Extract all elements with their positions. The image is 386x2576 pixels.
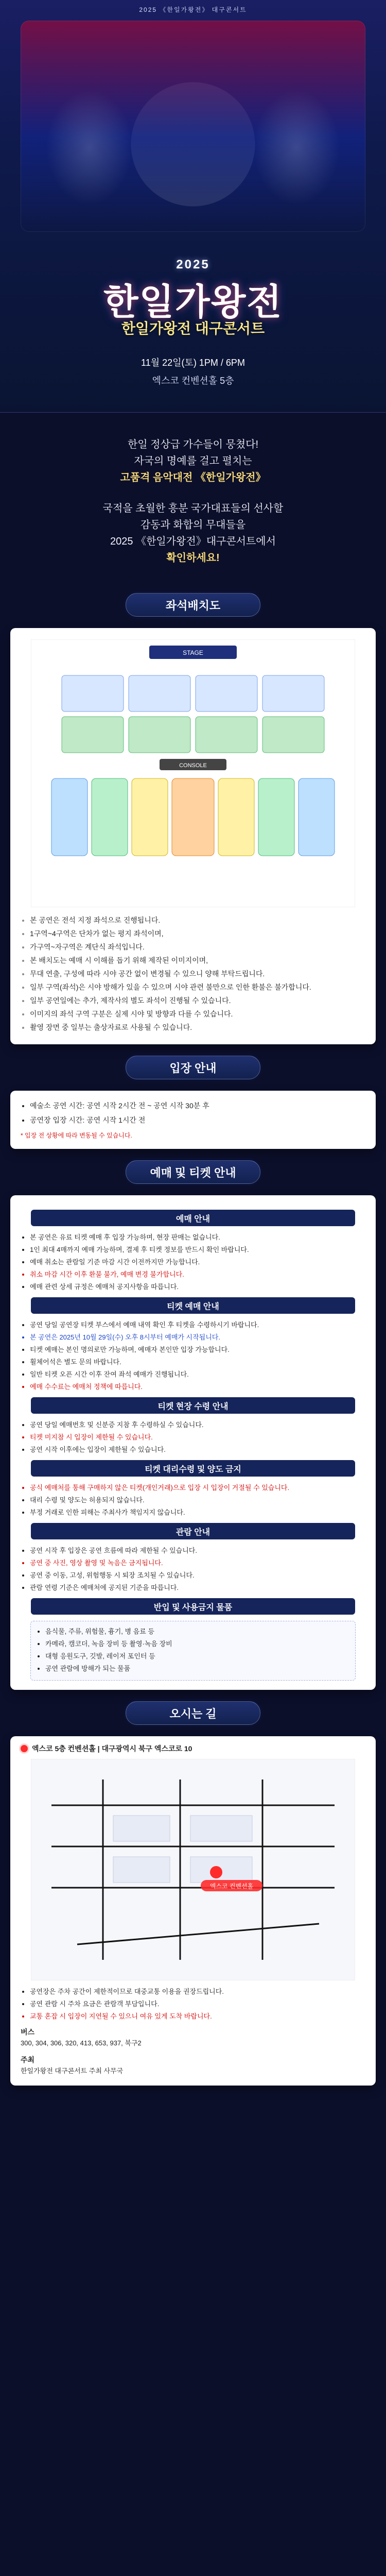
- stand-b[interactable]: [92, 778, 128, 856]
- reservation-item: • 본 공연은 유료 티켓 예매 후 입장 가능하며, 현장 판매는 없습니다.: [30, 1232, 365, 1243]
- viewing-item: • 공연 중 사진, 영상 촬영 및 녹음은 금지됩니다.: [30, 1558, 365, 1568]
- seat-note: • 가구역~자구역은 계단식 좌석입니다.: [30, 941, 365, 953]
- reservation-list: [21, 1232, 365, 1292]
- console-label: CONSOLE: [179, 762, 207, 769]
- section-title-entry: 입장 안내: [126, 1056, 260, 1079]
- entry-item: • 공연장 입장 시간: 공연 시작 1시간 전: [30, 1114, 365, 1126]
- intro-line-2: 자국의 명예를 걸고 펼치는: [134, 455, 252, 467]
- floor-block-6[interactable]: [129, 717, 190, 753]
- stage-label: STAGE: [183, 649, 203, 656]
- footer-space: [0, 2086, 386, 2106]
- bus-text: 300, 304, 306, 320, 413, 653, 937, 북구2: [21, 2039, 142, 2047]
- map-location-label: 엑스코 5층 컨벤션홀 | 대구광역시 북구 엑스코로 10: [32, 1744, 192, 1753]
- booking-item: • 일반 티켓 오픈 시간 이후 잔여 좌석 예매가 진행됩니다.: [30, 1369, 365, 1380]
- reservation-item: • 예매 관련 상세 규정은 예매처 공지사항을 따릅니다.: [30, 1282, 365, 1292]
- host-text: 한일가왕전 대구콘서트 주최 사무국: [21, 2067, 124, 2075]
- map-location: [21, 1743, 365, 1754]
- viewing-item: • 공연 시작 후 입장은 공연 흐름에 따라 제한될 수 있습니다.: [30, 1546, 365, 1556]
- location-pin-icon: [21, 1745, 28, 1752]
- map-block: [190, 1816, 252, 1841]
- bus-title: 버스: [21, 2028, 35, 2036]
- transfer-list: [21, 1483, 365, 1518]
- stands: [51, 778, 335, 856]
- hero-banner: [0, 0, 386, 413]
- seat-note: • 이미지의 좌석 구역 구분은 실제 시야 및 방향과 다를 수 있습니다.: [30, 1008, 365, 1020]
- stand-e[interactable]: [218, 778, 254, 856]
- prohibited-item: • 음식물, 주류, 위험물, 흉기, 병 음료 등: [45, 1626, 350, 1637]
- reservation-item: • 취소 마감 시간 이후 환불 불가, 예매 변경 불가합니다.: [30, 1269, 365, 1280]
- seat-note: • 무대 연출, 구성에 따라 시야 공간 없이 변경될 수 있으니 양해 부탁드립니다.: [30, 968, 365, 979]
- pickup-item: • 공연 시작 이후에는 입장이 제한될 수 있습니다.: [30, 1445, 365, 1455]
- entry-item: • 예술소 공연 시간: 공연 시작 2시간 전 ~ 공연 시작 30분 후: [30, 1100, 365, 1111]
- map-note: • 공연장은 주차 공간이 제한적이므로 대중교통 이용을 권장드립니다.: [30, 1987, 365, 1997]
- intro-line-7: 확인하세요!: [166, 552, 220, 564]
- hero-venue: 엑스코 컨벤션홀 5층: [152, 376, 234, 386]
- seat-note: • 본 공연은 전석 지정 좌석으로 진행됩니다.: [30, 914, 365, 926]
- section-title-seatmap: 좌석배치도: [126, 593, 260, 617]
- floor-blocks: [62, 675, 324, 753]
- transfer-item: • 공식 예매처를 통해 구매하지 않은 티켓(개인거래)으로 입장 시 입장이 거절될 수 있습니다.: [30, 1483, 365, 1493]
- stand-f[interactable]: [258, 778, 294, 856]
- map-note: • 공연 관람 시 주차 요금은 관람객 부담입니다.: [30, 1999, 365, 2009]
- seatmap-card: [10, 628, 376, 1044]
- map-notes: [21, 1987, 365, 2022]
- map-note: • 교통 혼잡 시 입장이 지연될 수 있으니 여유 있게 도착 바랍니다.: [30, 2011, 365, 2022]
- map-block: [113, 1816, 170, 1841]
- prohibited-list: [36, 1626, 350, 1674]
- floor-block-1[interactable]: [62, 675, 124, 711]
- pickup-list: [21, 1420, 365, 1455]
- booking-item: • 예매 수수료는 예매처 정책에 따릅니다.: [30, 1382, 365, 1392]
- entry-list: [21, 1100, 365, 1126]
- seatmap-graphic: [31, 639, 355, 907]
- prohibited-box: [30, 1621, 356, 1681]
- seat-note: • 촬영 장면 중 일부는 출상자료로 사용될 수 있습니다.: [30, 1022, 365, 1033]
- prohibited-item: • 카메라, 캠코더, 녹음 장비 등 촬영·녹음 장비: [45, 1639, 350, 1649]
- viewing-item: • 공연 중 이동, 고성, 위험행동 시 퇴장 조치될 수 있습니다.: [30, 1570, 365, 1581]
- venue-label-text: 엑스코 컨벤션홀: [209, 1883, 254, 1890]
- subhead-prohibited: 반입 및 사용금지 물품: [31, 1598, 355, 1615]
- seat-note: • 일부 공연일에는 추가, 제작사의 별도 좌석이 진행될 수 있습니다.: [30, 995, 365, 1006]
- seat-note: • 일부 구역(좌석)은 시야 방해가 있을 수 있으며 시야 관련 불만으로 인한 환불은 불가합니다.: [30, 981, 365, 993]
- hero-logo-title: 한일가왕전: [103, 282, 283, 322]
- floor-block-2[interactable]: [129, 675, 190, 711]
- subhead-viewing: 관람 안내: [31, 1523, 355, 1539]
- entry-small-note: * 입장 전 상황에 따라 변동될 수 있습니다.: [21, 1132, 132, 1139]
- transfer-item: • 부정 거래로 인한 피해는 주최사가 책임지지 않습니다.: [30, 1507, 365, 1518]
- pickup-item: • 공연 당일 예매번호 및 신분증 지참 후 수령하실 수 있습니다.: [30, 1420, 365, 1430]
- viewing-item: • 관람 연령 기준은 예매처에 공지된 기준을 따릅니다.: [30, 1583, 365, 1593]
- seat-note: • 본 배치도는 예매 시 이해를 돕기 위해 제작된 이미지이며,: [30, 955, 365, 966]
- hero-photo: [21, 21, 365, 232]
- floor-block-4[interactable]: [262, 675, 324, 711]
- stand-d[interactable]: [172, 778, 214, 856]
- intro-line-6: 2025 《한일가왕전》대구콘서트에서: [110, 536, 276, 547]
- ticket-card: [10, 1195, 376, 1690]
- stand-g[interactable]: [299, 778, 335, 856]
- floor-block-3[interactable]: [196, 675, 257, 711]
- map-block: [113, 1857, 170, 1883]
- intro-copy: [0, 413, 386, 582]
- subhead-reservation: 예매 안내: [31, 1210, 355, 1226]
- hero-logo: [0, 258, 386, 325]
- floor-block-7[interactable]: [196, 717, 257, 753]
- booking-item: • 티켓 예매는 본인 명의로만 가능하며, 예매자 본인만 입장 가능합니다.: [30, 1345, 365, 1355]
- booking-item: • 본 공연은 2025년 10월 29일(수) 오후 8시부터 예매가 시작됩니다.: [30, 1332, 365, 1343]
- section-title-ticket: 예매 및 티켓 안내: [126, 1160, 260, 1184]
- seatmap-notes: [21, 914, 365, 1033]
- subhead-pickup: 티켓 현장 수령 안내: [31, 1397, 355, 1414]
- transfer-item: • 대리 수령 및 양도는 허용되지 않습니다.: [30, 1495, 365, 1505]
- map-card: [10, 1736, 376, 2086]
- hero-top-line: 2025 《한일가왕전》 대구콘서트: [139, 6, 247, 13]
- intro-line-3: 고품격 음악대전 《한일가왕전》: [120, 472, 266, 483]
- entry-card: [10, 1091, 376, 1149]
- pickup-item: • 티켓 미지참 시 입장이 제한될 수 있습니다.: [30, 1432, 365, 1443]
- intro-line-5: 감동과 화합의 무대들을: [140, 519, 246, 531]
- map-graphic: [31, 1759, 355, 1980]
- booking-item: • 공연 당일 공연장 티켓 부스에서 예매 내역 확인 후 티켓을 수령하시기 바랍니다.: [30, 1320, 365, 1330]
- reservation-item: • 1인 최대 4매까지 예매 가능하며, 결제 후 티켓 정보를 반드시 확인 바랍니다.: [30, 1245, 365, 1255]
- subhead-booking: 티켓 예매 안내: [31, 1297, 355, 1314]
- prohibited-item: • 공연 관람에 방해가 되는 물품: [45, 1664, 350, 1674]
- host-title: 주최: [21, 2056, 35, 2064]
- intro-line-4: 국적을 초월한 흥분 국가대표들의 선사할: [102, 503, 284, 514]
- hero-date: 11월 22일(토) 1PM / 6PM: [141, 358, 245, 368]
- stand-c[interactable]: [132, 778, 168, 856]
- booking-list: [21, 1320, 365, 1392]
- venue-marker-dot[interactable]: [210, 1866, 222, 1878]
- floor-block-8[interactable]: [262, 717, 324, 753]
- reservation-item: • 예매 취소는 관람일 기준 마감 시간 이전까지만 가능합니다.: [30, 1257, 365, 1267]
- stand-a[interactable]: [51, 778, 87, 856]
- hero-subtitle: 한일가왕전 대구콘서트: [121, 320, 265, 336]
- hero-logo-year: 2025: [176, 258, 210, 272]
- viewing-list: [21, 1546, 365, 1593]
- seat-note: • 1구역~4구역은 단차가 없는 평지 좌석이며,: [30, 928, 365, 939]
- floor-block-5[interactable]: [62, 717, 124, 753]
- intro-gap: [0, 486, 386, 500]
- prohibited-item: • 대형 응원도구, 깃발, 레이저 포인터 등: [45, 1651, 350, 1662]
- booking-item: • 휠체어석은 별도 문의 바랍니다.: [30, 1357, 365, 1367]
- section-title-map: 오시는 길: [126, 1701, 260, 1725]
- subhead-transfer: 티켓 대리수령 및 양도 금지: [31, 1460, 355, 1477]
- intro-line-1: 한일 정상급 가수들이 뭉쳤다!: [127, 439, 259, 450]
